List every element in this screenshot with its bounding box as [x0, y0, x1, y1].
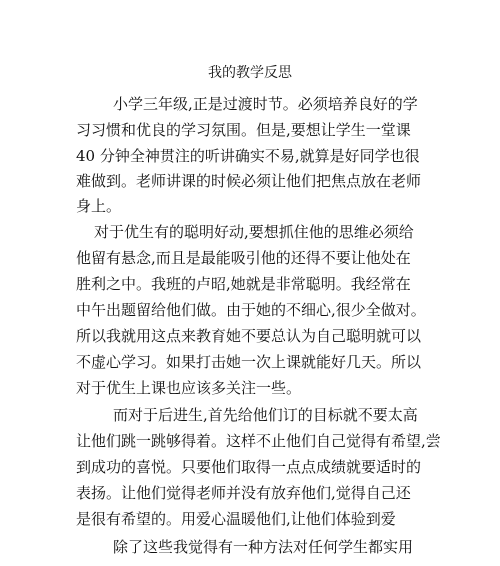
paragraph-2-line-1: 对于优生有的聪明好动,要想抓住他的思维必须给	[94, 223, 414, 241]
paragraph-3-line-2: 让他们跳一跳够得着。这样不止他们自己觉得有希望,尝	[76, 432, 441, 450]
paragraph-2-line-2: 他留有悬念,而且是最能吸引他的还得不要让他处在	[76, 249, 411, 267]
paragraph-1-line-1: 小学三年级,正是过渡时节。必须培养良好的学	[113, 95, 418, 113]
paragraph-1-line-4: 难做到。老师讲课的时候必须让他们把焦点放在老师	[76, 172, 422, 190]
paragraph-2-line-4: 中午出题留给他们做。由于她的不细心,很少全做对。	[76, 301, 426, 319]
paragraph-2-line-5: 所以我就用这点来教育她不要总认为自己聪明就可以	[76, 327, 422, 345]
paragraph-2-line-3: 胜利之中。我班的卢昭,她就是非常聪明。我经常在	[76, 275, 411, 293]
paragraph-3-line-5: 是很有希望的。用爱心温暖他们,让他们体验到爱	[76, 510, 396, 528]
paragraph-1-line-5: 身上。	[76, 197, 122, 215]
paragraph-3-line-3: 到成功的喜悦。只要他们取得一点点成绩就要适时的	[76, 458, 422, 476]
paragraph-3-line-1: 而对于后进生,首先给他们订的目标就不要太高	[113, 406, 418, 424]
paragraph-1-line-3: 40 分钟全神贯注的听讲确实不易,就算是好同学也很	[76, 147, 420, 165]
paragraph-1-line-2: 习习惯和优良的学习氛围。但是,要想让学生一堂课	[76, 121, 411, 139]
paragraph-2-line-6: 不虚心学习。如果打击她一次上课就能好几天。所以	[76, 353, 422, 371]
paragraph-4-line-1: 除了这些我觉得有一种方法对任何学生都实用	[113, 538, 414, 556]
document-title: 我的教学反思	[208, 65, 292, 81]
paragraph-3-line-4: 表扬。让他们觉得老师并没有放弃他们,觉得自己还	[76, 484, 411, 502]
paragraph-2-line-7: 对于优生上课也应该多关注一些。	[76, 379, 302, 397]
